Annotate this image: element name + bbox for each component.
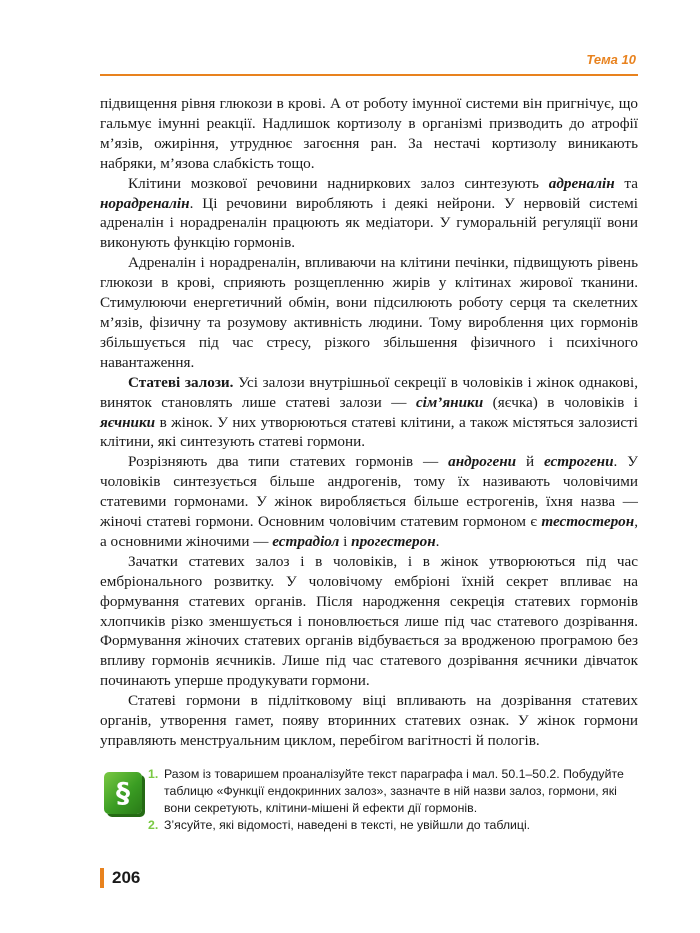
emphasized-term: яєчники: [100, 413, 156, 431]
paragraph: [100, 373, 638, 453]
text-run: Клітини мозкової речовини надниркових залоз синтезують: [128, 174, 549, 192]
main-text: [100, 94, 638, 751]
emphasized-term: адреналін: [548, 174, 615, 192]
paragraph: [100, 253, 638, 372]
text-run: , а основними жіночими —: [100, 513, 638, 550]
text-run: Розрізняють два типи статевих гормонів —: [128, 453, 449, 471]
text-run: Усі залози внутрішньої секреції в чоловіків і жінок однакові, виняток становлять лише статеві залози —: [100, 373, 638, 411]
theme-label: Тема 10: [586, 52, 636, 67]
task-number: 1.: [148, 767, 159, 781]
paragraph: [100, 552, 638, 691]
text-run: (яєчка) в чоловіків і: [483, 393, 638, 411]
emphasized-term: естрогени: [544, 453, 614, 471]
emphasized-term: естрадіол: [272, 532, 340, 550]
paragraph: [100, 452, 638, 552]
task-block: [104, 766, 638, 846]
emphasized-term: сім’яники: [415, 393, 484, 411]
task-text: Разом із товаришем проаналізуйте текст параграфа і мал. 50.1–50.2. Побудуйте таблицю «Функції ендокринних залоз», зазначте в ній назви залоз, гормони, які вони секретують, клітини-мішені й ефекти дії гормонів.: [164, 767, 624, 815]
text-run: і: [339, 532, 352, 550]
emphasized-term: норадреналін: [100, 194, 190, 212]
task-number: 2.: [148, 818, 159, 833]
task-item: [148, 817, 638, 834]
text-run: й: [516, 453, 545, 471]
page-number: 206: [100, 868, 140, 888]
paragraph: [100, 94, 638, 174]
text-run: підвищення рівня глюкози в крові. А от роботу імунної системи він пригнічує, що гальмує імунні реакції. Надлишок кортизолу в організмі призводить до атрофії м’язів, ожиріння, утруднює загоєння ран. За нестачі кортизолу виникають набряки, м’язова слабкість тощо.: [100, 95, 638, 172]
text-run: Статеві гормони в підлітковому віці впливають на дозрівання статевих органів, утворення гамет, появу вторинних статевих ознак. У жінок гормони управляють менструальним циклом, перебігом вагітності й пологів.: [100, 692, 638, 749]
emphasized-term: андрогени: [448, 453, 517, 471]
task-item: [148, 766, 638, 816]
emphasized-term: прогестерон: [351, 532, 436, 550]
text-run: .: [435, 532, 440, 550]
paragraph: [100, 174, 638, 254]
task-text: З’ясуйте, які відомості, наведені в тексті, не увійшли до таблиці.: [164, 818, 531, 833]
task-list: [148, 766, 638, 835]
emphasized-term: Статеві залози.: [128, 373, 234, 391]
page-header: [100, 50, 638, 76]
paragraph: [100, 691, 638, 751]
section-sign-icon: §: [104, 772, 142, 814]
text-run: та: [614, 174, 638, 192]
text-run: Зачатки статевих залоз і в чоловіків, і в жінок утворюються під час ембріонального розвитку. У чоловічому ембріоні їхній секрет впливає на формування статевих органів. Після народження секреція статевих гормонів хлопчиків різко зменшується і поновлюється лише під час статевого дозрівання. Формування жіночих статевих органів відбувається за вродженою програмою без впливу гормонів яєчників. Лише під час статевого дозрівання яєчники дівчаток починають уперше продукувати гормони.: [100, 552, 638, 690]
text-run: . У чоловіків синтезується більше андрогенів, тому їх називають чоловічими статевими гормонами. У жінок виробляється більше естрогенів, їхня назва — жіночі статеві гормони. Основним чоловічим статевим гормоном є: [100, 453, 638, 531]
text-run: в жінок. У них утворюються статеві клітини, а також містяться залозисті клітини, які синтезують статеві гормони.: [100, 413, 638, 451]
text-run: . Ці речовини виробляють і деякі нейрони. У нервовій системі адреналін і норадреналін працюють як медіатори. У гуморальній регуляції вони виконують функцію гормонів.: [100, 194, 638, 252]
emphasized-term: тестостерон: [541, 513, 635, 531]
text-run: Адреналін і норадреналін, впливаючи на клітини печінки, підвищують рівень глюкози в крові, сприяють розщепленню жирів у клітинах жирової тканини. Стимулюючи енергетичний обмін, вони підсилюють роботу серця та скелетних м’язів, фізичну та розумову активність людини. Тому вироблення цих гормонів збільшується під час стресу, різкого збільшення фізичного і психічного навантаження.: [100, 254, 638, 371]
